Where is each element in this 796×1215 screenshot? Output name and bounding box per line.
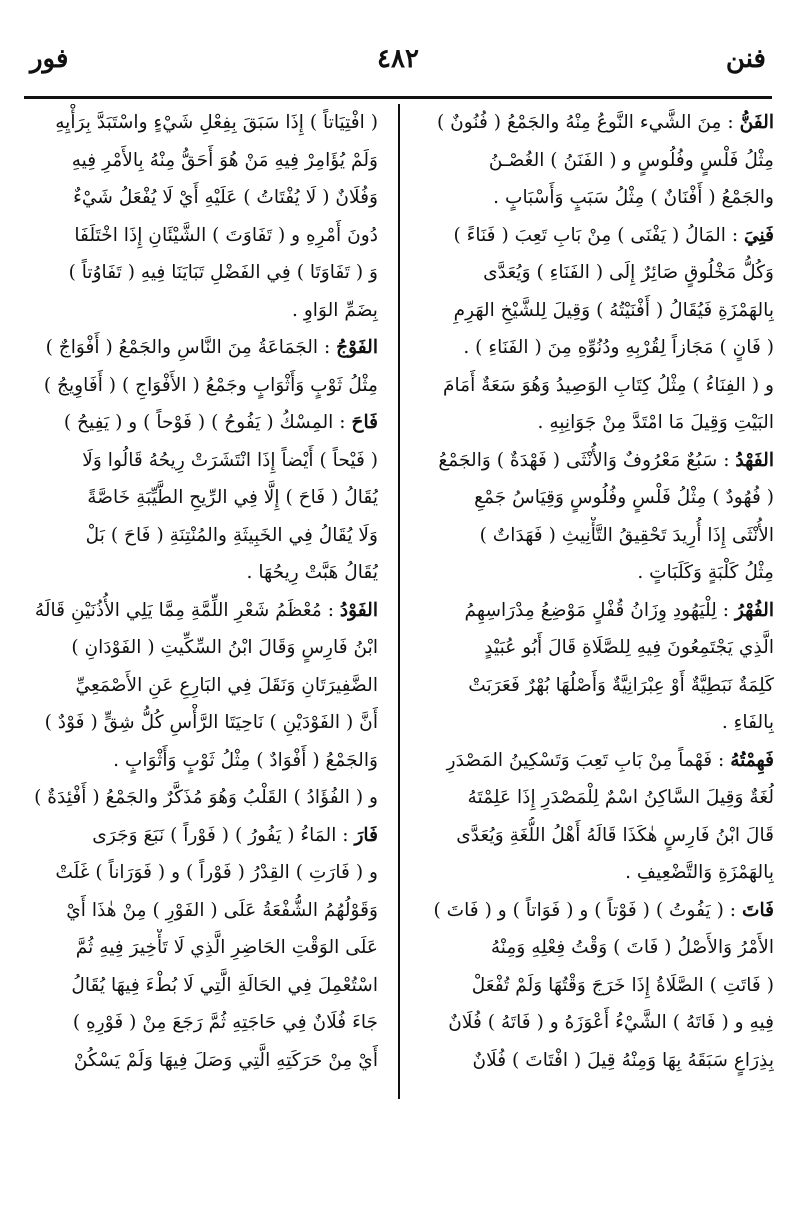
headword: الفَنُّ xyxy=(739,112,774,133)
text-line xyxy=(22,254,378,292)
text-line xyxy=(22,329,378,367)
line-text: البَيْتِ وَقِيلَ مَا امْتَدَّ مِنْ جَوَانِبِهِ . xyxy=(537,412,774,433)
line-text: عَلَى الوَقْتِ الحَاضِرِ الَّذِي لَا تَأْخِيرَ فِيهِ ثُمَّ xyxy=(75,937,378,958)
line-text: الضَّفِيرَتَانِ وَنَقَلَ فِي البَارِعِ عَنِ الأَصْمَعِيِّ xyxy=(75,674,378,696)
text-line xyxy=(22,179,378,217)
text-line xyxy=(22,742,378,780)
text-line xyxy=(22,292,378,330)
text-line xyxy=(22,442,378,480)
headword: فَاحَ xyxy=(351,412,378,433)
line-text: قَالَ ابْنُ فَارِسٍ هٰكَذَا قَالَهُ أَهْلُ اللُّغَةِ وَيُعَدَّى xyxy=(456,824,774,846)
header-rule xyxy=(24,96,772,99)
text-line xyxy=(22,667,378,705)
line-text: : المِسْكُ ( يَفُوحُ ) ( فَوْحاً ) و ( يَفِيحُ ) xyxy=(63,412,352,433)
text-line xyxy=(402,592,774,630)
line-text: : الجَمَاعَةُ مِنَ النَّاسِ والجَمْعُ ( أَفْوَاجٌ ) xyxy=(45,337,337,358)
line-text: : مِنَ الشَّيء النَّوعُ مِنْهُ والجَمْعُ ( فُنُونٌ ) xyxy=(436,112,740,133)
text-line xyxy=(22,929,378,967)
line-text: وَلَا يُقَالُ فِي الخَبِيثَةِ والمُنْتِنَةِ ( فَاحَ ) بَلْ xyxy=(85,524,378,546)
line-text: كَلِمَةٌ نَبَطِيَّةٌ أَوْ عِبْرَانِيَّةٌ وَأَصْلُهَا بُهْرٌ فَعَرَبَتْ xyxy=(468,674,774,696)
text-line xyxy=(22,367,378,405)
line-text: : سَبُعٌ مَعْرُوفٌ وَالأُنْثَى ( فَهْدَةٌ ) وَالجَمْعُ xyxy=(438,449,736,471)
text-line xyxy=(22,142,378,180)
line-text: : المَالُ ( يَفْنَى ) مِنْ بَابِ تَعِبَ ( فَنَاءً ) xyxy=(453,224,744,246)
text-line xyxy=(402,667,774,705)
line-text: : فَهْماً مِنْ بَابِ تَعِبَ وَتَسْكِينُ المَصْدَرِ xyxy=(446,749,731,771)
line-text: ( فُهُودٌ ) مِثْلُ فَلْسٍ وفُلُوسٍ وَقِيَاسُ جَمْعِ xyxy=(474,487,774,508)
headword: فَنِيَ xyxy=(744,224,774,246)
line-text: وَ ( تَفَاوَتَا ) فِي الفَضْلِ تَبَايَنَا فِيهِ ( تَفَاوُتاً ) xyxy=(68,262,378,283)
text-line xyxy=(22,517,378,555)
text-line xyxy=(22,554,378,592)
line-text: فِيهِ و ( فَاتَهُ ) الشَّيْءُ أَعْوَزَهُ و ( فَاتَهُ ) فُلَانٌ xyxy=(448,1012,774,1033)
line-text: : مُعْظَمُ شَعْرِ اللِّمَّةِ مِمَّا يَلِي الأُذُنَيْنِ قَالَهُ xyxy=(34,599,340,621)
text-line xyxy=(402,367,774,405)
line-text: مِثْلُ ثَوْبٍ وَأَثْوَابٍ وجَمْعُ ( الأَفْوَاجِ ) ( أَفَاوِيجُ ) xyxy=(43,374,378,396)
text-line xyxy=(22,704,378,742)
headword: فَهِمْتُهُ xyxy=(730,749,774,771)
text-line xyxy=(22,779,378,817)
line-text: بِالفَاءِ . xyxy=(721,712,774,733)
headword: فَاتَ xyxy=(741,899,774,921)
line-text: ( فَاتَتِ ) الصَّلَاةُ إِذَا خَرَجَ وَقْتُهَا وَلَمْ تُفْعَلْ xyxy=(471,974,774,996)
text-line xyxy=(402,404,774,442)
line-text: وَقَوْلُهُمُ الشُّفْعَةُ عَلَى ( الفَوْرِ ) مِنْ هٰذَا أَيْ xyxy=(66,899,378,921)
text-line xyxy=(402,292,774,330)
headword: فَارَ xyxy=(354,824,378,846)
text-line xyxy=(22,1004,378,1042)
text-line xyxy=(22,592,378,630)
line-text: وَالجَمْعُ ( أَفْوَادٌ ) مِثْلُ ثَوْبٍ وَأَثْوَابٍ . xyxy=(113,749,378,771)
line-text: ( افْتِيَاتاً ) إِذَا سَبَقَ بِفِعْلِ شَيْءٍ واسْتَبَدَّ بِرَأْيِهِ xyxy=(55,112,378,133)
text-line xyxy=(402,704,774,742)
text-line xyxy=(402,1042,774,1080)
text-line xyxy=(22,479,378,517)
line-text: مِثْلُ كَلْبَةٍ وَكَلَبَاتٍ . xyxy=(637,562,774,583)
line-text: أَنَّ ( الفَوْدَيْنِ ) نَاحِيَتَا الرَّأْسِ كُلُّ شِقٍّ ( فَوْدٌ ) xyxy=(44,712,378,733)
line-text: أَيْ مِنْ حَرَكَتِهِ الَّتِي وَصَلَ فِيهَا وَلَمْ يَسْكُنْ xyxy=(73,1049,378,1071)
text-line xyxy=(22,1042,378,1080)
left-column xyxy=(22,104,378,1114)
text-line xyxy=(22,854,378,892)
text-line xyxy=(22,967,378,1005)
text-line xyxy=(402,817,774,855)
text-line xyxy=(402,104,774,142)
line-text: بِضَمِّ الوَاوِ . xyxy=(292,299,378,321)
headword: الفَوْجُ xyxy=(336,337,378,358)
text-line xyxy=(402,254,774,292)
line-text: اسْتُعْمِلَ فِي الحَالَةِ الَّتِي لَا بُطْءَ فِيهَا يُقَالُ xyxy=(71,974,378,996)
text-line xyxy=(402,554,774,592)
text-line xyxy=(22,104,378,142)
line-text: ابْنُ فَارِسٍ وَقَالَ ابْنُ السِّكِّيتِ ( الفَوْدَانِ ) xyxy=(71,637,378,658)
line-text: الأُنْثَى إِذَا أُرِيدَ تَحْقِيقُ التَّأْنِيثِ ( فَهَدَاتٌ ) xyxy=(479,524,774,546)
line-text: لُغَةٌ وَقِيلَ السَّاكِنُ اسْمٌ لِلْمَصْدَرِ إِذَا عَلِمْتَهُ xyxy=(467,787,774,808)
line-text: يُقَالُ هَبَّتْ رِيحُهَا . xyxy=(246,562,378,583)
column-divider xyxy=(398,104,400,1099)
headword: الفَوْدُ xyxy=(339,599,378,621)
text-line xyxy=(402,779,774,817)
line-text: بِالهَمْزَةِ وَالتَّضْعِيفِ . xyxy=(625,862,774,883)
line-text: : ( يَفُوتُ ) ( فَوْتاً ) و ( فَوَاتاً ) و ( فَاتَ ) xyxy=(433,899,742,921)
line-text: وَلَمْ يُؤَامِرْ فِيهِ مَنْ هُوَ أَحَقُّ مِنْهُ بِالأَمْرِ فِيهِ xyxy=(71,149,378,171)
text-line xyxy=(402,892,774,930)
line-text: بِالهَمْزَةِ فَيُقَالُ ( أَفْنَيْتُهُ ) وَقِيلَ لِلشَّيْخِ الهَرِمِ xyxy=(453,299,774,321)
line-text: والجَمْعُ ( أَفْنَانٌ ) مِثْلُ سَبَبٍ وَأَسْبَابٍ . xyxy=(493,187,774,208)
right-column xyxy=(402,104,774,1114)
line-text: الَّذِي يَجْتَمِعُونَ فِيهِ لِلصَّلَاةِ قَالَ أَبُو عُبَيْدٍ xyxy=(484,637,774,658)
text-line xyxy=(402,854,774,892)
text-line xyxy=(22,892,378,930)
line-text: الأَمْرُ وَالأَصْلُ ( فَاتَ ) وَقْتُ فِعْلِهِ وَمِنْهُ xyxy=(490,937,774,958)
text-line xyxy=(402,929,774,967)
text-line xyxy=(22,217,378,255)
text-line xyxy=(402,517,774,555)
text-line xyxy=(402,142,774,180)
text-line xyxy=(22,629,378,667)
page-number: ٤٨٢ xyxy=(377,44,419,74)
text-line xyxy=(402,329,774,367)
headword: الفَهْدُ xyxy=(735,449,774,471)
header-right-word: فنن xyxy=(725,44,766,74)
line-text: وَكُلُّ مَخْلُوقٍ صَائِرٌ إِلَى ( الفَنَاءِ ) وَيُعَدَّى xyxy=(483,262,774,283)
text-line xyxy=(402,479,774,517)
text-line xyxy=(402,629,774,667)
page-header xyxy=(30,44,766,88)
line-text: جَاءَ فُلَانٌ فِي حَاجَتِهِ ثُمَّ رَجَعَ مِنْ ( فَوْرِهِ ) xyxy=(72,1012,378,1033)
text-line xyxy=(22,404,378,442)
text-line xyxy=(402,217,774,255)
line-text: وَفُلَانٌ ( لَا يُفْتَاتُ ) عَلَيْهِ أَيْ لَا يُفْعَلُ شَيْءٌ xyxy=(73,187,378,208)
line-text: : المَاءُ ( يَفُورُ ) ( فَوْراً ) نَبَعَ وَجَرَى xyxy=(92,824,355,846)
line-text: ( فَانٍ ) مَجَازاً لِقُرْبِهِ ودُنُوِّهِ مِنَ ( الفَنَاءِ ) . xyxy=(463,337,774,358)
line-text: بِذِرَاعٍ سَبَقَهُ بِهَا وَمِنْهُ قِيلَ ( افْتَاتَ ) فُلَانٌ xyxy=(472,1049,774,1071)
line-text: يُقَالُ ( فَاحَ ) إِلَّا فِي الرِّيحِ الطَّيِّبَةِ خَاصَّةً xyxy=(87,487,378,508)
text-line xyxy=(402,442,774,480)
line-text: دُونَ أَمْرِهِ و ( تَفَاوَتَ ) الشَّيْئَانِ إِذَا اخْتَلَفَا xyxy=(74,224,378,246)
line-text: و ( فَارَتِ ) القِدْرُ ( فَوْراً ) و ( فَوَرَاناً ) غَلَتْ xyxy=(55,862,378,883)
header-left-word: فور xyxy=(30,44,69,74)
line-text: مِثْلُ فَلْسٍ وفُلُوسٍ و ( الفَنَنُ ) الغُصْـنُ xyxy=(488,149,774,171)
text-line xyxy=(402,967,774,1005)
line-text: و ( الفُؤَادُ ) القَلْبُ وَهُوَ مُذَكَّرٌ والجَمْعُ ( أَفْئِدَةٌ ) xyxy=(34,787,378,808)
line-text: ( فَيْحاً ) أَيْضاً إِذَا انْتَشَرَتْ رِيحُهُ قَالُوا وَلَا xyxy=(82,449,378,471)
text-line xyxy=(402,1004,774,1042)
text-line xyxy=(402,742,774,780)
headword: الفُهْرُ xyxy=(734,599,774,621)
text-line xyxy=(22,817,378,855)
line-text: : لِلْيَهُودِ وِزَانُ قُفْلٍ مَوْضِعُ مِدْرَاسِهِمُ xyxy=(464,599,735,621)
text-line xyxy=(402,179,774,217)
line-text: و ( الفِنَاءُ ) مِثْلُ كِتَابِ الوَصِيدُ وَهُوَ سَعَةٌ أَمَامَ xyxy=(442,374,774,396)
